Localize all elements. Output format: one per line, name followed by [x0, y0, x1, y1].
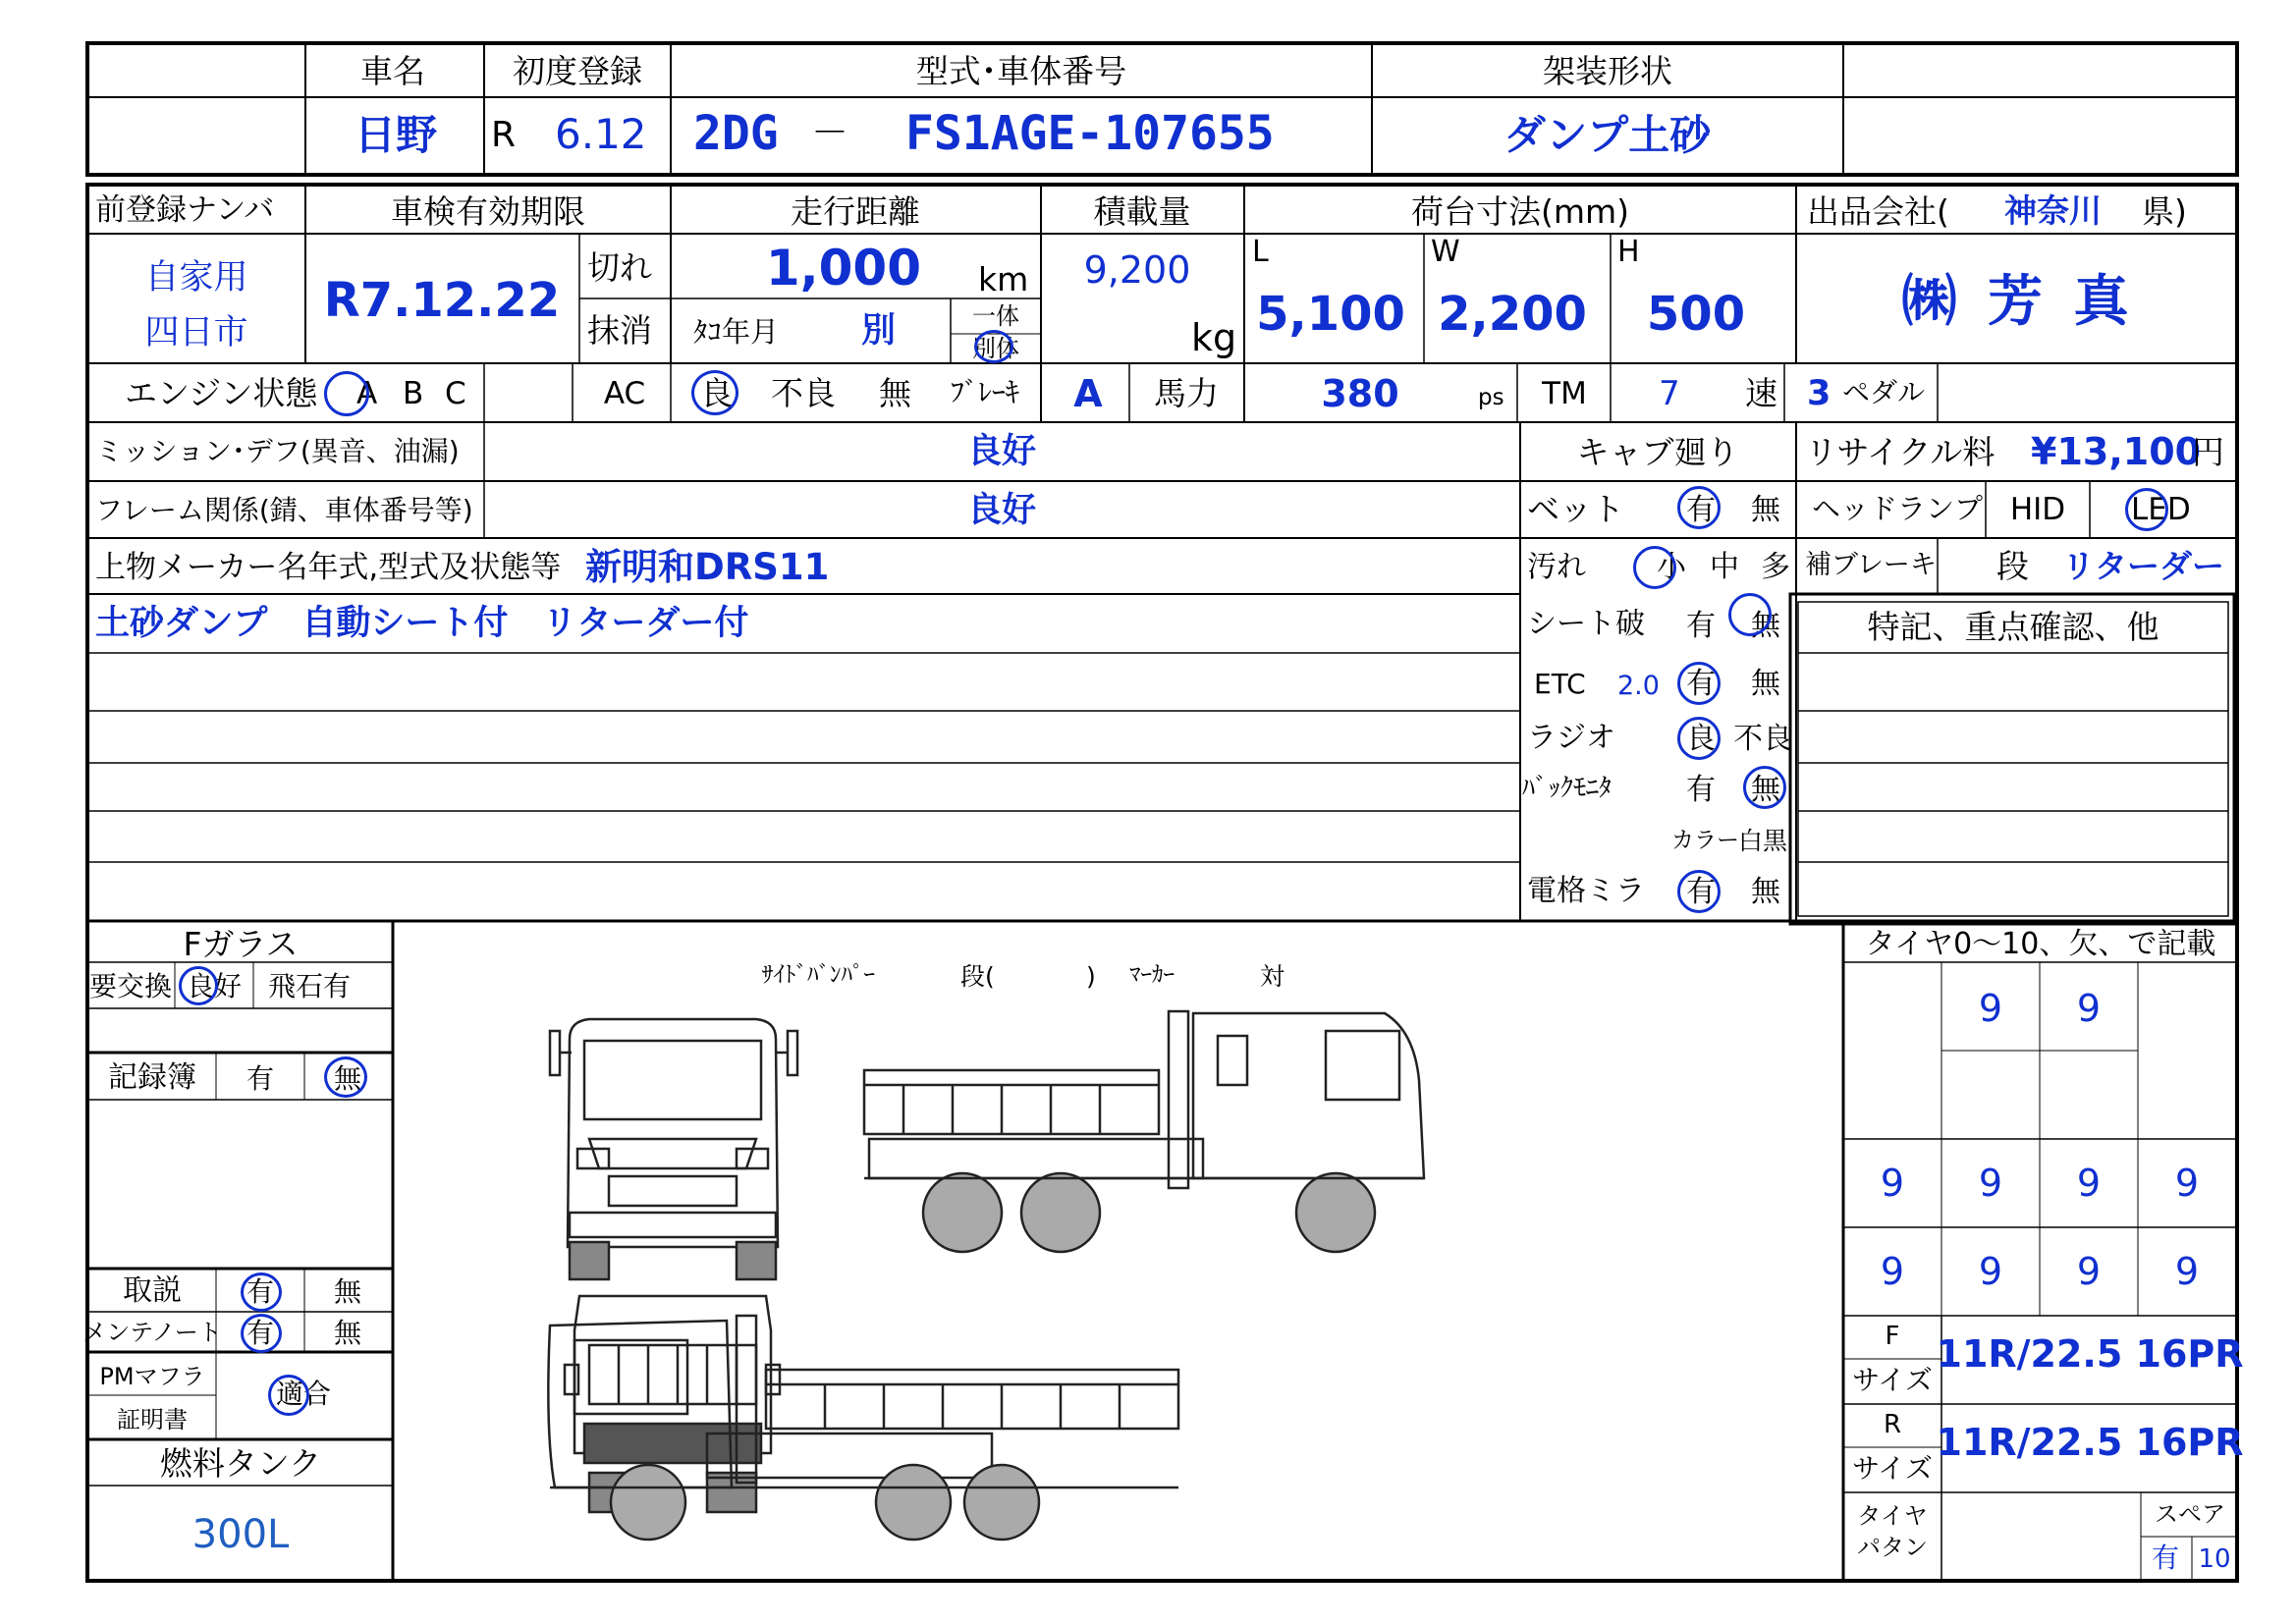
label-W: W: [1431, 235, 1460, 269]
tire-size-rear: 11R/22.5 16PR: [1936, 1421, 2244, 1464]
label-tire-r: R: [1883, 1410, 1902, 1439]
load-value: 9,200: [1083, 248, 1191, 292]
tire-r2-1: 9: [1880, 1250, 1905, 1293]
label-mirror: 電格ミラ: [1527, 874, 1645, 908]
remark-line: 土砂ダンプ 自動シート付 リターダー付: [95, 604, 749, 643]
glass-good-circle: [179, 966, 218, 1005]
label-size-f: サイズ: [1852, 1364, 1933, 1396]
seat-none-circle: [1728, 593, 1772, 636]
label-expired: 切れ: [587, 248, 652, 287]
engine-grade-a: A: [356, 376, 378, 411]
label-color: カラー: [1671, 828, 1739, 853]
ps-unit: ps: [1478, 385, 1504, 410]
bed-height: 500: [1646, 287, 1746, 342]
label-mission: ミッション･デフ(異音、油漏): [95, 435, 460, 467]
label-betsutai: 別体: [972, 335, 1019, 362]
backmon-none: 無: [1751, 773, 1780, 807]
tire-r1-2: 9: [1978, 1162, 2003, 1205]
tire-front-right: 9: [2076, 987, 2102, 1030]
spare-value: 10: [2198, 1544, 2231, 1574]
label-seller-suffix: 県): [2142, 192, 2187, 231]
label-back-monitor: ﾊﾞｯｸﾓﾆﾀ: [1522, 774, 1613, 803]
led-circle: [2125, 488, 2168, 531]
label-size-r: サイズ: [1852, 1452, 1933, 1485]
label-model-chassis: 型式･車体番号: [915, 52, 1127, 90]
label-pattern-2: パタン: [1857, 1534, 1928, 1561]
engine-grade-b: B: [403, 376, 424, 411]
label-speed: 速: [1745, 374, 1777, 412]
etc-version: 2.0: [1617, 671, 1660, 701]
radio-bad: 不良: [1733, 722, 1792, 756]
label-radio: ラジオ: [1527, 721, 1615, 755]
mirror-has-circle: [1677, 870, 1721, 913]
label-spare: スペア: [2155, 1500, 2225, 1528]
label-engine: エンジン状態: [125, 374, 318, 412]
label-tm: TM: [1542, 376, 1587, 411]
manual-none: 無: [333, 1275, 362, 1308]
glass-chip: 飛石有: [268, 970, 352, 1002]
tire-r2-3: 9: [2076, 1250, 2102, 1293]
etc-has-circle: [1677, 662, 1721, 705]
manual-has-circle: [241, 1272, 282, 1312]
color-value: 白黒: [1738, 827, 1788, 855]
aux-brake-value: リターダー: [2062, 547, 2224, 585]
model-code: 2DG: [693, 106, 779, 161]
maker-value: 新明和DRS11: [585, 546, 830, 588]
tire-r2-4: 9: [2174, 1250, 2200, 1293]
label-etc: ETC: [1534, 668, 1586, 700]
plate-city: 四日市: [144, 313, 248, 352]
ac-none: 無: [879, 374, 911, 412]
label-body-type: 架装形状: [1543, 52, 1672, 90]
label-prev-plate: 前登録ナンバ: [95, 192, 275, 228]
manual-has: 有: [246, 1275, 275, 1308]
tire-size-front: 11R/22.5 16PR: [1936, 1332, 2244, 1376]
label-dirt: 汚れ: [1527, 550, 1586, 584]
label-recycle: リサイクル料: [1805, 433, 1995, 471]
label-pedal: ペダル: [1842, 376, 1926, 408]
mission-value: 良好: [966, 432, 1037, 471]
label-tire-f: F: [1885, 1322, 1900, 1351]
label-bed-dims: 荷台寸法(mm): [1410, 192, 1630, 231]
label-load: 積載量: [1093, 192, 1191, 231]
record-has: 有: [246, 1062, 275, 1095]
label-hp: 馬力: [1154, 374, 1219, 412]
label-manual: 取説: [123, 1273, 182, 1308]
bed-none: 無: [1751, 493, 1780, 527]
tire-r1-3: 9: [2076, 1162, 2102, 1205]
label-aux-brake: 補ブレーキ: [1805, 550, 1937, 580]
body-type: ダンプ土砂: [1503, 111, 1712, 159]
label-pattern-1: タイヤ: [1857, 1502, 1928, 1530]
tire-r1-1: 9: [1880, 1162, 1905, 1205]
spare-has: 有: [2151, 1542, 2180, 1574]
record-none: 無: [333, 1062, 362, 1095]
fuel-value: 300L: [191, 1512, 290, 1557]
radio-good-circle: [1677, 717, 1721, 760]
aux-brake-dan: 段: [1996, 547, 2029, 585]
engine-grade-c: C: [445, 376, 466, 411]
label-ac: AC: [603, 376, 646, 411]
label-seller-prefix: 出品会社(: [1807, 192, 1949, 231]
kg-unit: kg: [1191, 316, 1237, 359]
dirt-mid: 中: [1710, 550, 1739, 584]
label-frame: フレーム関係(錆、車体番号等): [95, 494, 473, 526]
backmon-has: 有: [1686, 773, 1716, 807]
tacho-value: 別: [861, 311, 897, 351]
tire-front-left: 9: [1978, 987, 2003, 1030]
model-dash: －: [811, 111, 849, 154]
tire-r1-4: 9: [2174, 1162, 2200, 1205]
glass-replace: 要交換: [89, 970, 173, 1002]
seller-prefecture: 神奈川: [2004, 191, 2102, 230]
label-L: L: [1252, 235, 1269, 269]
engine-circle: [324, 371, 369, 416]
registration-date: 6.12: [555, 110, 647, 158]
yen-unit: 円: [2192, 433, 2224, 471]
dirt-small-circle: [1633, 546, 1676, 589]
notes-title: 特記、重点確認、他: [1867, 608, 2159, 646]
radio-good: 良: [1686, 722, 1716, 756]
seat-none: 無: [1751, 609, 1780, 643]
mirror-none: 無: [1751, 875, 1780, 909]
cab-title: キャブ廻り: [1576, 433, 1739, 471]
maint-none: 無: [333, 1317, 362, 1349]
label-ittai: 一体: [972, 302, 1019, 330]
label-inspection: 車検有効期限: [391, 192, 585, 231]
label-front-glass: Fガラス: [183, 925, 299, 963]
bed-has-circle: [1677, 486, 1721, 529]
inspection-date: R7.12.22: [323, 273, 561, 328]
dirt-many: 多: [1761, 550, 1790, 584]
label-maint-note: メンテノート: [82, 1319, 222, 1346]
era: R: [491, 115, 517, 155]
etc-has: 有: [1686, 667, 1716, 701]
truck-side-view-top: [864, 1011, 1424, 1252]
label-pair: 対: [1260, 962, 1285, 991]
label-H: H: [1617, 235, 1640, 269]
label-record-book: 記録簿: [108, 1060, 196, 1095]
label-car-name: 車名: [360, 52, 425, 90]
ac-bad: 不良: [771, 374, 836, 412]
chassis-number: FS1AGE-107655: [905, 106, 1275, 161]
tire-title: タイヤ0～10、欠、で記載: [1865, 927, 2216, 961]
label-tacho: ﾀｺ年月: [693, 315, 780, 349]
ac-good: 良: [700, 374, 733, 412]
maint-has-circle: [241, 1314, 282, 1353]
plate-use: 自家用: [144, 258, 248, 298]
label-maker: 上物メーカー名年式,型式及状態等: [95, 550, 562, 585]
label-brake: ﾌﾞﾚｰｷ: [951, 376, 1020, 408]
tm-value: 7: [1659, 374, 1680, 413]
brake-value: A: [1073, 372, 1103, 415]
label-side-bumper: ｻｲﾄﾞﾊﾞﾝﾊﾟｰ: [762, 962, 875, 988]
headlamp-hid: HID: [2009, 492, 2066, 527]
label-bed: ベット: [1527, 490, 1624, 528]
label-first-registration: 初度登録: [513, 52, 642, 90]
betsutai-circle: [974, 330, 1013, 363]
frame-value: 良好: [966, 491, 1037, 530]
label-fuel-tank: 燃料タンク: [159, 1444, 322, 1483]
bed-width: 2,200: [1438, 287, 1587, 342]
hp-value: 380: [1321, 372, 1399, 415]
label-dan: 段(: [960, 962, 995, 991]
label-marker: ﾏｰｶｰ: [1129, 962, 1175, 988]
label-seat: シート破: [1527, 607, 1645, 641]
label-pm-muffler: PMマフラ: [99, 1363, 205, 1390]
label-cancel: 抹消: [587, 311, 652, 350]
label-paren-close: ): [1086, 962, 1096, 991]
pm-value: 適合: [275, 1378, 332, 1410]
mileage-value: 1,000: [765, 240, 921, 297]
etc-none: 無: [1751, 667, 1780, 701]
label-headlamp: ヘッドランプ: [1812, 492, 1984, 525]
seat-has: 有: [1686, 609, 1716, 643]
bed-has: 有: [1686, 493, 1716, 527]
label-mileage: 走行距離: [791, 192, 920, 231]
glass-good: 良好: [187, 970, 243, 1002]
backmon-none-circle: [1743, 766, 1786, 809]
record-none-circle: [324, 1056, 367, 1098]
bed-length: 5,100: [1256, 287, 1405, 342]
truck-diagram: [530, 992, 1444, 1542]
km-unit: km: [978, 260, 1029, 298]
car-name: 日野: [354, 111, 438, 159]
ac-good-circle: [691, 370, 738, 415]
pm-value-circle: [268, 1375, 309, 1416]
mirror-has: 有: [1686, 875, 1716, 909]
recycle-value: ¥13,100: [2031, 430, 2202, 473]
maint-has: 有: [246, 1317, 275, 1349]
label-certificate: 証明書: [117, 1406, 188, 1434]
headlamp-led: LED: [2131, 492, 2191, 527]
dirt-small: 小: [1657, 550, 1686, 584]
tire-r2-2: 9: [1978, 1250, 2003, 1293]
seller-company: ㈱ 芳 真: [1901, 270, 2135, 334]
pedal-value: 3: [1807, 374, 1831, 413]
truck-front-view: [550, 1019, 797, 1279]
